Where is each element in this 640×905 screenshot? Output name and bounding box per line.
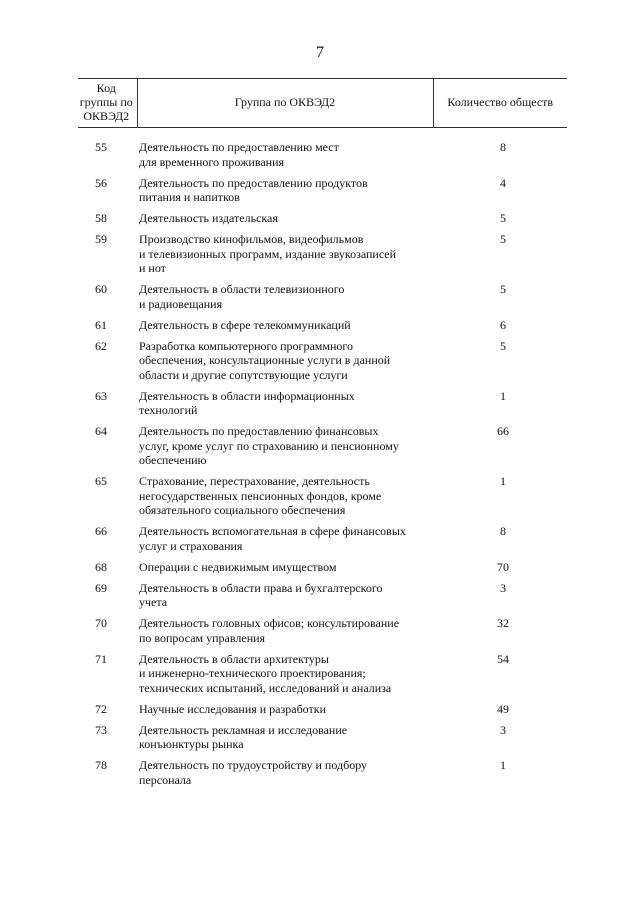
- table-row: [78, 524, 567, 560]
- okved-code: 66: [95, 524, 107, 538]
- okved-code: 58: [95, 211, 107, 225]
- okved-groups-table: [78, 78, 567, 794]
- group-name-line: персонала: [139, 772, 192, 787]
- group-name-line: обеспечения, консультационные услуги в данной: [139, 353, 391, 367]
- okved-code: 63: [95, 388, 107, 403]
- okved-code: 69: [95, 580, 107, 595]
- group-name-line: учета: [139, 595, 168, 609]
- table-row: [78, 176, 567, 212]
- group-name-line: Деятельность вспомогательная в сфере финансовых: [139, 524, 406, 538]
- group-name: [137, 652, 433, 702]
- group-name: [137, 211, 433, 232]
- group-name-line: технических испытаний, исследований и анализа: [139, 680, 392, 695]
- table-body: [78, 128, 567, 794]
- table-row: [78, 424, 567, 474]
- okved-code: 61: [95, 317, 107, 332]
- header-code-line: группы по: [79, 95, 133, 109]
- group-name-line: услуг, кроме услуг по страхованию и пенсионному: [139, 438, 399, 453]
- company-count: 32: [497, 616, 509, 630]
- okved-code: 59: [95, 232, 107, 246]
- group-name-line: негосударственных пенсионных фондов, кроме: [139, 488, 382, 503]
- okved-code: 65: [95, 474, 107, 488]
- group-name-line: Деятельность в области архитектуры: [139, 651, 329, 666]
- okved-code: 71: [95, 651, 107, 666]
- group-name: [137, 702, 433, 723]
- table-row: [78, 723, 567, 759]
- group-name-line: Разработка компьютерного программного: [139, 338, 354, 353]
- group-name: [137, 723, 433, 759]
- group-name-line: Деятельность в области телевизионного: [139, 282, 345, 296]
- group-name-line: Деятельность издательская: [139, 211, 278, 225]
- table-row: [78, 318, 567, 339]
- group-name: [137, 758, 433, 794]
- group-name: [137, 474, 433, 524]
- company-count: 8: [500, 524, 506, 538]
- table-row: [78, 232, 567, 282]
- group-name: [137, 424, 433, 474]
- table-row: [78, 616, 567, 652]
- company-count: 1: [500, 388, 506, 403]
- table-row: [78, 211, 567, 232]
- group-name-line: обязательного социального обеспечения: [139, 503, 346, 517]
- group-name-line: Деятельность по предоставлению финансовых: [139, 424, 379, 438]
- group-name-line: и телевизионных программ, издание звукозаписей: [139, 246, 397, 261]
- company-count: 3: [500, 722, 506, 737]
- page-number: 7: [316, 44, 324, 61]
- group-name-line: и радиовещания: [139, 296, 223, 311]
- group-name: [137, 232, 433, 282]
- company-count: 54: [497, 651, 509, 666]
- group-name-line: Деятельность в области права и бухгалтерского: [139, 580, 383, 595]
- group-name: [137, 560, 433, 581]
- okved-code: 68: [95, 559, 107, 574]
- group-name-line: Деятельность в сфере телекоммуникаций: [139, 317, 351, 332]
- group-name-line: для временного проживания: [139, 154, 285, 169]
- okved-code: 64: [95, 424, 107, 438]
- group-name-line: Деятельность по трудоустройству и подбору: [139, 758, 368, 772]
- group-name-line: конъюнктуры рынка: [139, 737, 244, 751]
- header-count: Количество обществ: [433, 79, 567, 128]
- table-row: [78, 339, 567, 389]
- group-name: [137, 524, 433, 560]
- company-count: 5: [500, 232, 506, 246]
- company-count: 70: [497, 559, 509, 574]
- group-name-line: технологий: [139, 403, 198, 417]
- company-count: 1: [500, 474, 506, 488]
- group-name: [137, 581, 433, 617]
- table-row: [78, 581, 567, 617]
- okved-code: 70: [95, 616, 107, 630]
- company-count: 3: [500, 580, 506, 595]
- company-count: 4: [500, 175, 506, 190]
- table-header: [78, 79, 567, 128]
- group-name-line: и инженерно-технического проектирования;: [139, 666, 366, 680]
- header-code: [78, 79, 137, 128]
- okved-code: 60: [95, 282, 107, 296]
- group-name-line: Деятельность в области информационных: [139, 388, 355, 403]
- company-count: 5: [500, 211, 506, 225]
- group-name: [137, 282, 433, 318]
- group-name: [137, 389, 433, 425]
- company-count: 66: [497, 424, 509, 438]
- group-name-line: и нот: [139, 261, 166, 275]
- group-name-line: Производство кинофильмов, видеофильмов: [139, 232, 364, 246]
- table-row: [78, 702, 567, 723]
- okved-code: 56: [95, 175, 107, 190]
- company-count: 49: [497, 701, 509, 716]
- table-row: [78, 758, 567, 794]
- group-name: [137, 616, 433, 652]
- okved-code: 72: [95, 701, 107, 716]
- company-count: 8: [500, 140, 506, 154]
- table-row: [78, 140, 567, 176]
- header-code-line: ОКВЭД2: [83, 109, 130, 123]
- group-name-line: обеспечению: [139, 453, 207, 467]
- okved-code: 55: [95, 140, 107, 154]
- group-name-line: Деятельность рекламная и исследование: [139, 722, 348, 737]
- company-count: 5: [500, 282, 506, 296]
- table-row: [78, 389, 567, 425]
- okved-code: 62: [95, 338, 107, 353]
- table-row: [78, 282, 567, 318]
- group-name-line: области и другие сопутствующие услуги: [139, 367, 348, 382]
- table-row: [78, 652, 567, 702]
- group-name-line: питания и напитков: [139, 190, 240, 204]
- group-name-line: Научные исследования и разработки: [139, 701, 327, 716]
- group-name-line: Операции с недвижимым имуществом: [139, 559, 337, 574]
- group-name: [137, 140, 433, 176]
- company-count: 1: [500, 758, 506, 772]
- group-name-line: по вопросам управления: [139, 630, 266, 645]
- header-code-line: Код: [96, 81, 116, 95]
- group-name-line: услуг и страхования: [139, 538, 243, 553]
- group-name: [137, 176, 433, 212]
- table-row: [78, 474, 567, 524]
- okved-code: 78: [95, 758, 107, 772]
- company-count: 6: [500, 317, 506, 332]
- company-count: 5: [500, 338, 506, 353]
- header-spacer: [78, 128, 567, 141]
- header-group: Группа по ОКВЭД2: [137, 79, 433, 128]
- okved-code: 73: [95, 722, 107, 737]
- group-name-line: Деятельность по предоставлению мест: [139, 140, 339, 154]
- group-name-line: Деятельность по предоставлению продуктов: [139, 175, 368, 190]
- table-row: [78, 560, 567, 581]
- group-name-line: Деятельность головных офисов; консультирование: [139, 616, 400, 630]
- group-name: [137, 339, 433, 389]
- group-name: [137, 318, 433, 339]
- group-name-line: Страхование, перестрахование, деятельность: [139, 474, 370, 488]
